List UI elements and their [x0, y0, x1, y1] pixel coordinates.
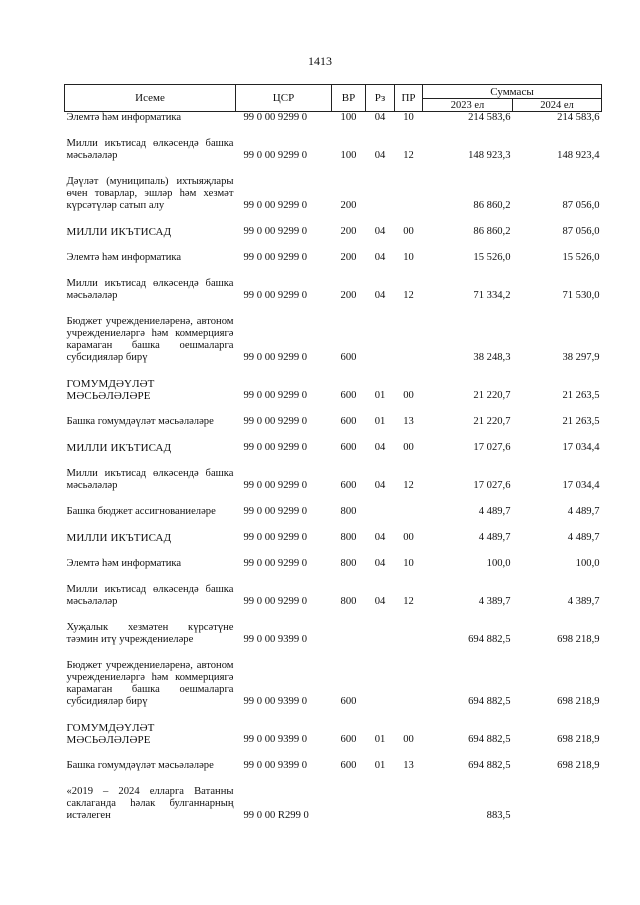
- row-csr: 99 0 00 9299 0: [243, 532, 308, 543]
- row-pr: 00: [403, 532, 414, 543]
- row-sum-2024: 698 218,9: [557, 734, 600, 745]
- row-vr: 800: [340, 506, 357, 517]
- row-csr: 99 0 00 9299 0: [243, 442, 308, 453]
- row-name: Бюджет учреждениеләренә, автоном учреждениеләргә һәм коммерциягә карамаган башка оешмаларга субсидияләр бирү: [66, 316, 234, 363]
- table-row: [65, 532, 602, 544]
- row-sum-2023: 883,5: [486, 810, 511, 821]
- row-rz: 01: [374, 760, 386, 771]
- row-name: Милли икътисад өлкәсендә башка мәсьәләләр: [66, 278, 234, 301]
- page-number: 1413: [308, 54, 332, 68]
- row-pr: 10: [403, 252, 414, 263]
- row-csr: 99 0 00 9299 0: [243, 290, 308, 301]
- row-sum-2024: 71 530,0: [562, 290, 600, 301]
- row-spacer: [65, 708, 602, 722]
- row-name: Милли икътисад өлкәсендә башка мәсьәләләр: [66, 468, 234, 491]
- row-rz: 04: [374, 290, 386, 301]
- row-sum-2024: 698 218,9: [557, 760, 600, 771]
- table-row: [65, 584, 602, 608]
- row-vr: 600: [340, 760, 357, 771]
- row-pr: [395, 660, 423, 708]
- row-rz: 04: [374, 226, 386, 237]
- row-name: Элемтә һәм информатика: [66, 558, 182, 569]
- row-vr: 600: [340, 352, 357, 363]
- row-csr: 99 0 00 9399 0: [243, 760, 308, 771]
- row-spacer: [65, 518, 602, 532]
- row-vr: [332, 622, 366, 646]
- row-sum-2023: 86 860,2: [473, 200, 511, 211]
- table-row: [65, 252, 602, 264]
- row-sum-2023: 17 027,6: [473, 480, 511, 491]
- row-pr: 13: [403, 416, 414, 427]
- row-csr: 99 0 00 9299 0: [243, 416, 308, 427]
- row-vr: 600: [340, 696, 357, 707]
- row-sum-2024: 698 218,9: [557, 696, 600, 707]
- row-sum-2024: 4 389,7: [567, 596, 600, 607]
- row-csr: 99 0 00 9299 0: [243, 200, 308, 211]
- row-rz: 01: [374, 390, 386, 401]
- row-sum-2023: 21 220,7: [473, 390, 511, 401]
- row-rz: [366, 786, 395, 822]
- row-pr: [395, 506, 423, 518]
- row-pr: [395, 176, 423, 212]
- header-year-2023: 2023 ел: [423, 99, 513, 112]
- row-vr: 200: [340, 290, 357, 301]
- row-pr: [395, 786, 423, 822]
- row-csr: 99 0 00 9399 0: [243, 734, 308, 745]
- row-sum-2024: 21 263,5: [562, 416, 600, 427]
- row-pr: 00: [403, 226, 414, 237]
- row-spacer: [65, 492, 602, 506]
- header-name: Исеме: [65, 85, 236, 112]
- row-sum-2024: 4 489,7: [567, 506, 600, 517]
- row-sum-2023: 694 882,5: [468, 634, 511, 645]
- row-rz: 04: [374, 558, 386, 569]
- row-name: «2019 – 2024 елларга Ватанны саклаганда һәлак булганнарның истәлеген: [66, 786, 234, 821]
- row-csr: 99 0 00 9299 0: [243, 596, 308, 607]
- row-sum-2024: 87 056,0: [562, 226, 600, 237]
- row-spacer: [65, 302, 602, 316]
- row-rz: 04: [374, 596, 386, 607]
- row-name: Милли икътисад өлкәсендә башка мәсьәләләр: [66, 138, 234, 161]
- row-sum-2023: 214 583,6: [468, 112, 511, 123]
- row-name: Элемтә һәм информатика: [66, 112, 182, 123]
- row-sum-2024: 17 034,4: [562, 480, 600, 491]
- header-vr: ВР: [332, 85, 366, 112]
- row-name: МИЛЛИ ИКЪТИСАД: [66, 532, 172, 544]
- row-sum-2023: 17 027,6: [473, 442, 511, 453]
- row-csr: 99 0 00 9299 0: [243, 506, 308, 517]
- row-sum-2024: 87 056,0: [562, 200, 600, 211]
- row-csr: 99 0 00 9299 0: [243, 150, 308, 161]
- row-spacer: [65, 570, 602, 584]
- row-csr: 99 0 00 9299 0: [243, 390, 308, 401]
- row-vr: 200: [340, 226, 357, 237]
- row-spacer: [65, 646, 602, 660]
- row-sum-2023: 38 248,3: [473, 352, 511, 363]
- header-pr: ПР: [395, 85, 423, 112]
- row-spacer: [65, 608, 602, 622]
- row-rz: 04: [374, 252, 386, 263]
- row-spacer: [65, 544, 602, 558]
- row-vr: 200: [340, 252, 357, 263]
- row-sum-2023: 71 334,2: [473, 290, 511, 301]
- row-rz: 04: [374, 442, 386, 453]
- row-sum-2024: [513, 786, 602, 822]
- row-csr: 99 0 00 9399 0: [243, 696, 308, 707]
- row-name: Милли икътисад өлкәсендә башка мәсьәләләр: [66, 584, 234, 607]
- row-sum-2024: 698 218,9: [557, 634, 600, 645]
- row-pr: 00: [403, 734, 414, 745]
- row-csr: 99 0 00 9299 0: [243, 112, 308, 123]
- table-row: [65, 722, 602, 746]
- row-vr: 600: [340, 734, 357, 745]
- budget-table: [64, 84, 602, 822]
- table-row: [65, 226, 602, 238]
- row-sum-2024: 17 034,4: [562, 442, 600, 453]
- table-row: [65, 506, 602, 518]
- row-vr: [332, 786, 366, 822]
- row-vr: 600: [340, 480, 357, 491]
- row-sum-2023: 694 882,5: [468, 760, 511, 771]
- table-row: [65, 138, 602, 162]
- row-rz: 01: [374, 734, 386, 745]
- row-rz: 04: [374, 112, 386, 123]
- table-row: [65, 660, 602, 708]
- row-spacer: [65, 428, 602, 442]
- row-pr: 00: [403, 442, 414, 453]
- row-pr: 12: [403, 290, 414, 301]
- row-name: Элемтә һәм информатика: [66, 252, 182, 263]
- row-name: Башка гомумдәүләт мәсьәләләре: [66, 760, 214, 771]
- table-row: [65, 278, 602, 302]
- row-spacer: [65, 238, 602, 252]
- row-vr: 200: [340, 200, 357, 211]
- row-csr: 99 0 00 9299 0: [243, 558, 308, 569]
- row-sum-2024: 15 526,0: [562, 252, 600, 263]
- row-spacer: [65, 402, 602, 416]
- row-sum-2024: 4 489,7: [567, 532, 600, 543]
- row-rz: 04: [374, 150, 386, 161]
- row-name: МИЛЛИ ИКЪТИСАД: [66, 442, 172, 454]
- row-pr: 12: [403, 150, 414, 161]
- row-sum-2023: 4 489,7: [478, 532, 511, 543]
- row-sum-2024: 21 263,5: [562, 390, 600, 401]
- row-csr: 99 0 00 9399 0: [243, 634, 308, 645]
- row-rz: [366, 316, 395, 364]
- row-name: Хуҗалык хезмәтен күрсәтүне тәэмин итү учреждениеләре: [66, 622, 234, 645]
- row-rz: [366, 506, 395, 518]
- row-rz: 01: [374, 416, 386, 427]
- row-vr: 600: [340, 442, 357, 453]
- header-rz: Рз: [366, 85, 395, 112]
- row-vr: 100: [340, 150, 357, 161]
- row-sum-2023: 100,0: [486, 558, 511, 569]
- row-sum-2024: 214 583,6: [557, 112, 600, 123]
- row-rz: [366, 176, 395, 212]
- row-vr: 800: [340, 532, 357, 543]
- table-body: [65, 112, 602, 823]
- row-spacer: [65, 454, 602, 468]
- row-pr: 12: [403, 596, 414, 607]
- table-row: [65, 416, 602, 428]
- row-sum-2023: 694 882,5: [468, 734, 511, 745]
- row-rz: 04: [374, 532, 386, 543]
- row-spacer: [65, 124, 602, 138]
- row-csr: 99 0 00 9299 0: [243, 226, 308, 237]
- row-csr: 99 0 00 9299 0: [243, 352, 308, 363]
- row-spacer: [65, 746, 602, 760]
- row-spacer: [65, 772, 602, 786]
- row-csr: 99 0 00 9299 0: [243, 480, 308, 491]
- row-name: Дәүләт (муниципаль) ихтыяҗлары өчен товарлар, эшләр һәм хезмәт күрсәтүләр сатып алу: [66, 176, 234, 211]
- row-pr: 00: [403, 390, 414, 401]
- row-spacer: [65, 162, 602, 176]
- row-name: Башка бюджет ассигнованиеләре: [66, 506, 216, 517]
- row-sum-2023: 148 923,3: [468, 150, 511, 161]
- header-csr: ЦСР: [236, 85, 332, 112]
- row-sum-2024: 148 923,4: [557, 150, 600, 161]
- row-name: ГОМУМДӘҮЛӘТ МӘСЬӘЛӘЛӘРЕ: [66, 722, 155, 746]
- row-sum-2023: 694 882,5: [468, 696, 511, 707]
- row-vr: 600: [340, 416, 357, 427]
- row-csr: 99 0 00 9299 0: [243, 252, 308, 263]
- table-row: [65, 468, 602, 492]
- table-row: [65, 176, 602, 212]
- header-sums: Суммасы: [423, 85, 602, 99]
- row-spacer: [65, 364, 602, 378]
- table-row: [65, 112, 602, 125]
- row-pr: 10: [403, 112, 414, 123]
- row-pr: 10: [403, 558, 414, 569]
- table-row: [65, 442, 602, 454]
- table-header: [65, 85, 602, 112]
- table-row: [65, 786, 602, 822]
- table-row: [65, 378, 602, 402]
- table-row: [65, 316, 602, 364]
- row-rz: [366, 622, 395, 646]
- row-spacer: [65, 212, 602, 226]
- row-sum-2024: 38 297,9: [562, 352, 600, 363]
- table-row: [65, 622, 602, 646]
- row-name: ГОМУМДӘҮЛӘТ МӘСЬӘЛӘЛӘРЕ: [66, 378, 155, 402]
- row-vr: 800: [340, 558, 357, 569]
- row-rz: 04: [374, 480, 386, 491]
- row-vr: 600: [340, 390, 357, 401]
- row-sum-2023: 4 489,7: [478, 506, 511, 517]
- row-vr: 100: [340, 112, 357, 123]
- row-vr: 800: [340, 596, 357, 607]
- row-name: Башка гомумдәүләт мәсьәләләре: [66, 416, 214, 427]
- row-rz: [366, 660, 395, 708]
- row-sum-2023: 4 389,7: [478, 596, 511, 607]
- row-pr: [395, 622, 423, 646]
- row-pr: [395, 316, 423, 364]
- row-sum-2023: 21 220,7: [473, 416, 511, 427]
- table-row: [65, 760, 602, 772]
- row-sum-2023: 15 526,0: [473, 252, 511, 263]
- row-name: Бюджет учреждениеләренә, автоном учреждениеләргә һәм коммерциягә карамаган башка оешмаларга субсидияләр бирү: [66, 660, 234, 707]
- row-sum-2024: 100,0: [575, 558, 600, 569]
- row-pr: 12: [403, 480, 414, 491]
- row-name: МИЛЛИ ИКЪТИСАД: [66, 226, 172, 238]
- header-year-2024: 2024 ел: [513, 99, 602, 112]
- table-row: [65, 558, 602, 570]
- row-pr: 13: [403, 760, 414, 771]
- row-spacer: [65, 264, 602, 278]
- row-sum-2023: 86 860,2: [473, 226, 511, 237]
- row-csr: 99 0 00 R299 0: [243, 810, 309, 821]
